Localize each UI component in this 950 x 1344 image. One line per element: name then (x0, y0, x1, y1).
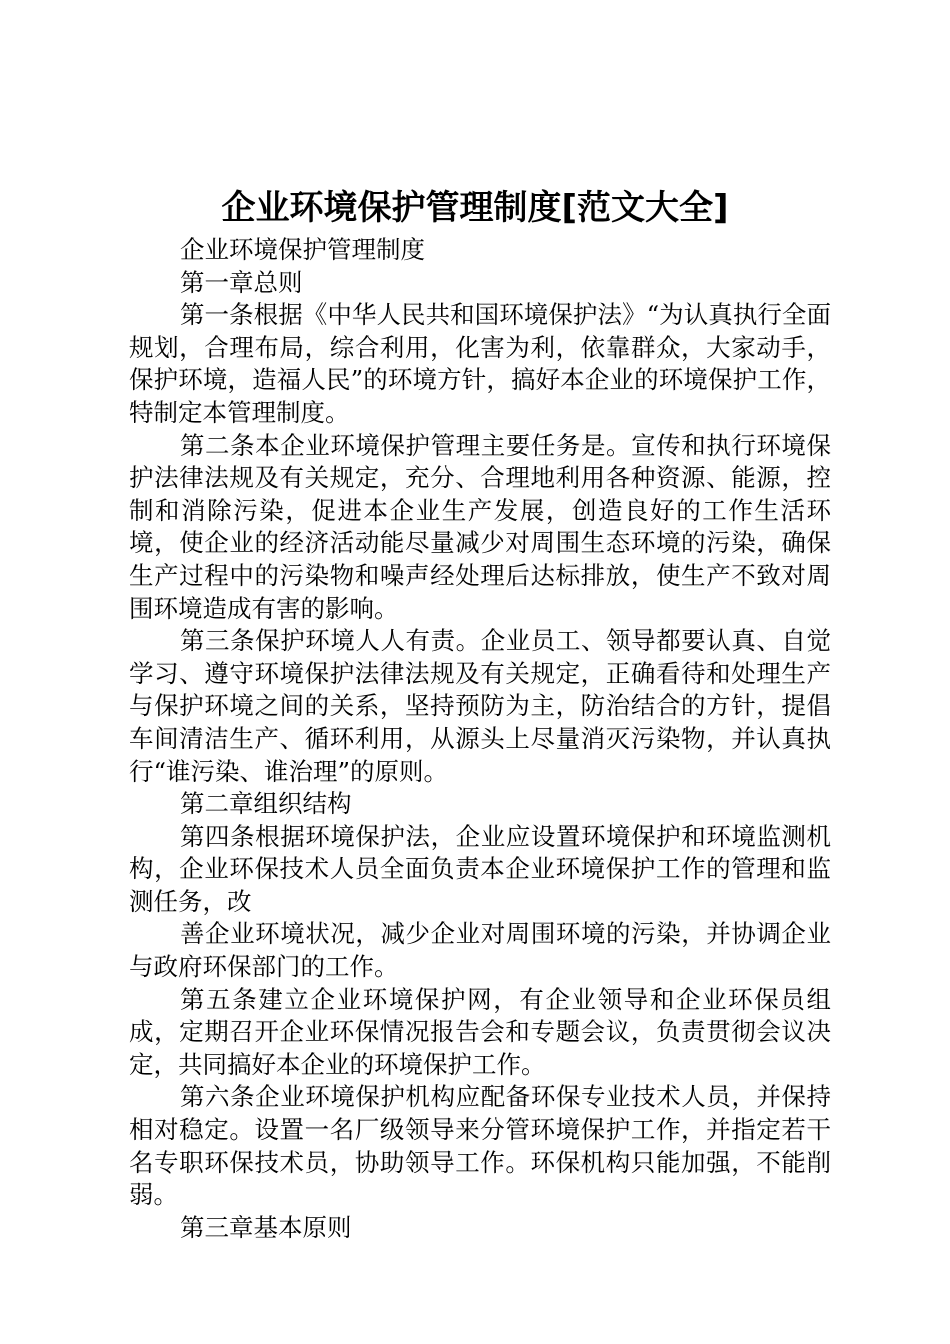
chapter-heading: 第三章基本原则 (180, 1212, 352, 1242)
article-paragraph: 第二条本企业环境保护管理主要任务是。宣传和执行环境保护法律法规及有关规定，充分、合理地利用各种资源、能源，控制和消除污染，促进本企业生产发展，创造良好的工作生活环境，使企业的经济活动能尽量减少对周围生态环境的污染，确保生产过程中的污染物和噪声经处理后达标排放，使生产不致对周围环境造成有害的影响。 (129, 430, 831, 623)
article-paragraph: 第三条保护环境人人有责。企业员工、领导都要认真、自觉学习、遵守环境保护法律法规及有关规定，正确看待和处理生产与保护环境之间的关系，坚持预防为主，防治结合的方针，提倡车间清洁生产、循环利用，从源头上尽量消灭污染物，并认真执行“谁污染、谁治理”的原则。 (129, 626, 831, 786)
chapter-heading: 第二章组织结构 (180, 789, 352, 819)
article-paragraph: 第四条根据环境保护法，企业应设置环境保护和环境监测机构，企业环保技术人员全面负责本企业环境保护工作的管理和监测任务，改 (129, 821, 831, 916)
document-title: 企业环境保护管理制度[范文大全] (221, 188, 729, 228)
subtitle-paragraph: 企业环境保护管理制度 (180, 235, 425, 264)
document-body (129, 234, 831, 1244)
chapter-heading: 第一章总则 (180, 267, 303, 297)
article-paragraph: 第五条建立企业环境保护网，有企业领导和企业环保员组成，定期召开企业环保情况报告会和专题会议，负责贯彻会议决定，共同搞好本企业的环境保护工作。 (129, 984, 831, 1079)
article-paragraph: 第六条企业环境保护机构应配备环保专业技术人员，并保持相对稳定。设置一名厂级领导来分管环境保护工作，并指定若干名专职环保技术员，协助领导工作。环保机构只能加强，不能削弱。 (129, 1082, 831, 1210)
article-paragraph: 第一条根据《中华人民共和国环境保护法》“为认真执行全面规划，合理布局，综合利用，化害为利，依靠群众，大家动手，保护环境，造福人民”的环境方针，搞好本企业的环境保护工作，特制定本管理制度。 (129, 300, 831, 427)
article-paragraph: 善企业环境状况，减少企业对周围环境的污染，并协调企业与政府环保部门的工作。 (129, 919, 831, 982)
